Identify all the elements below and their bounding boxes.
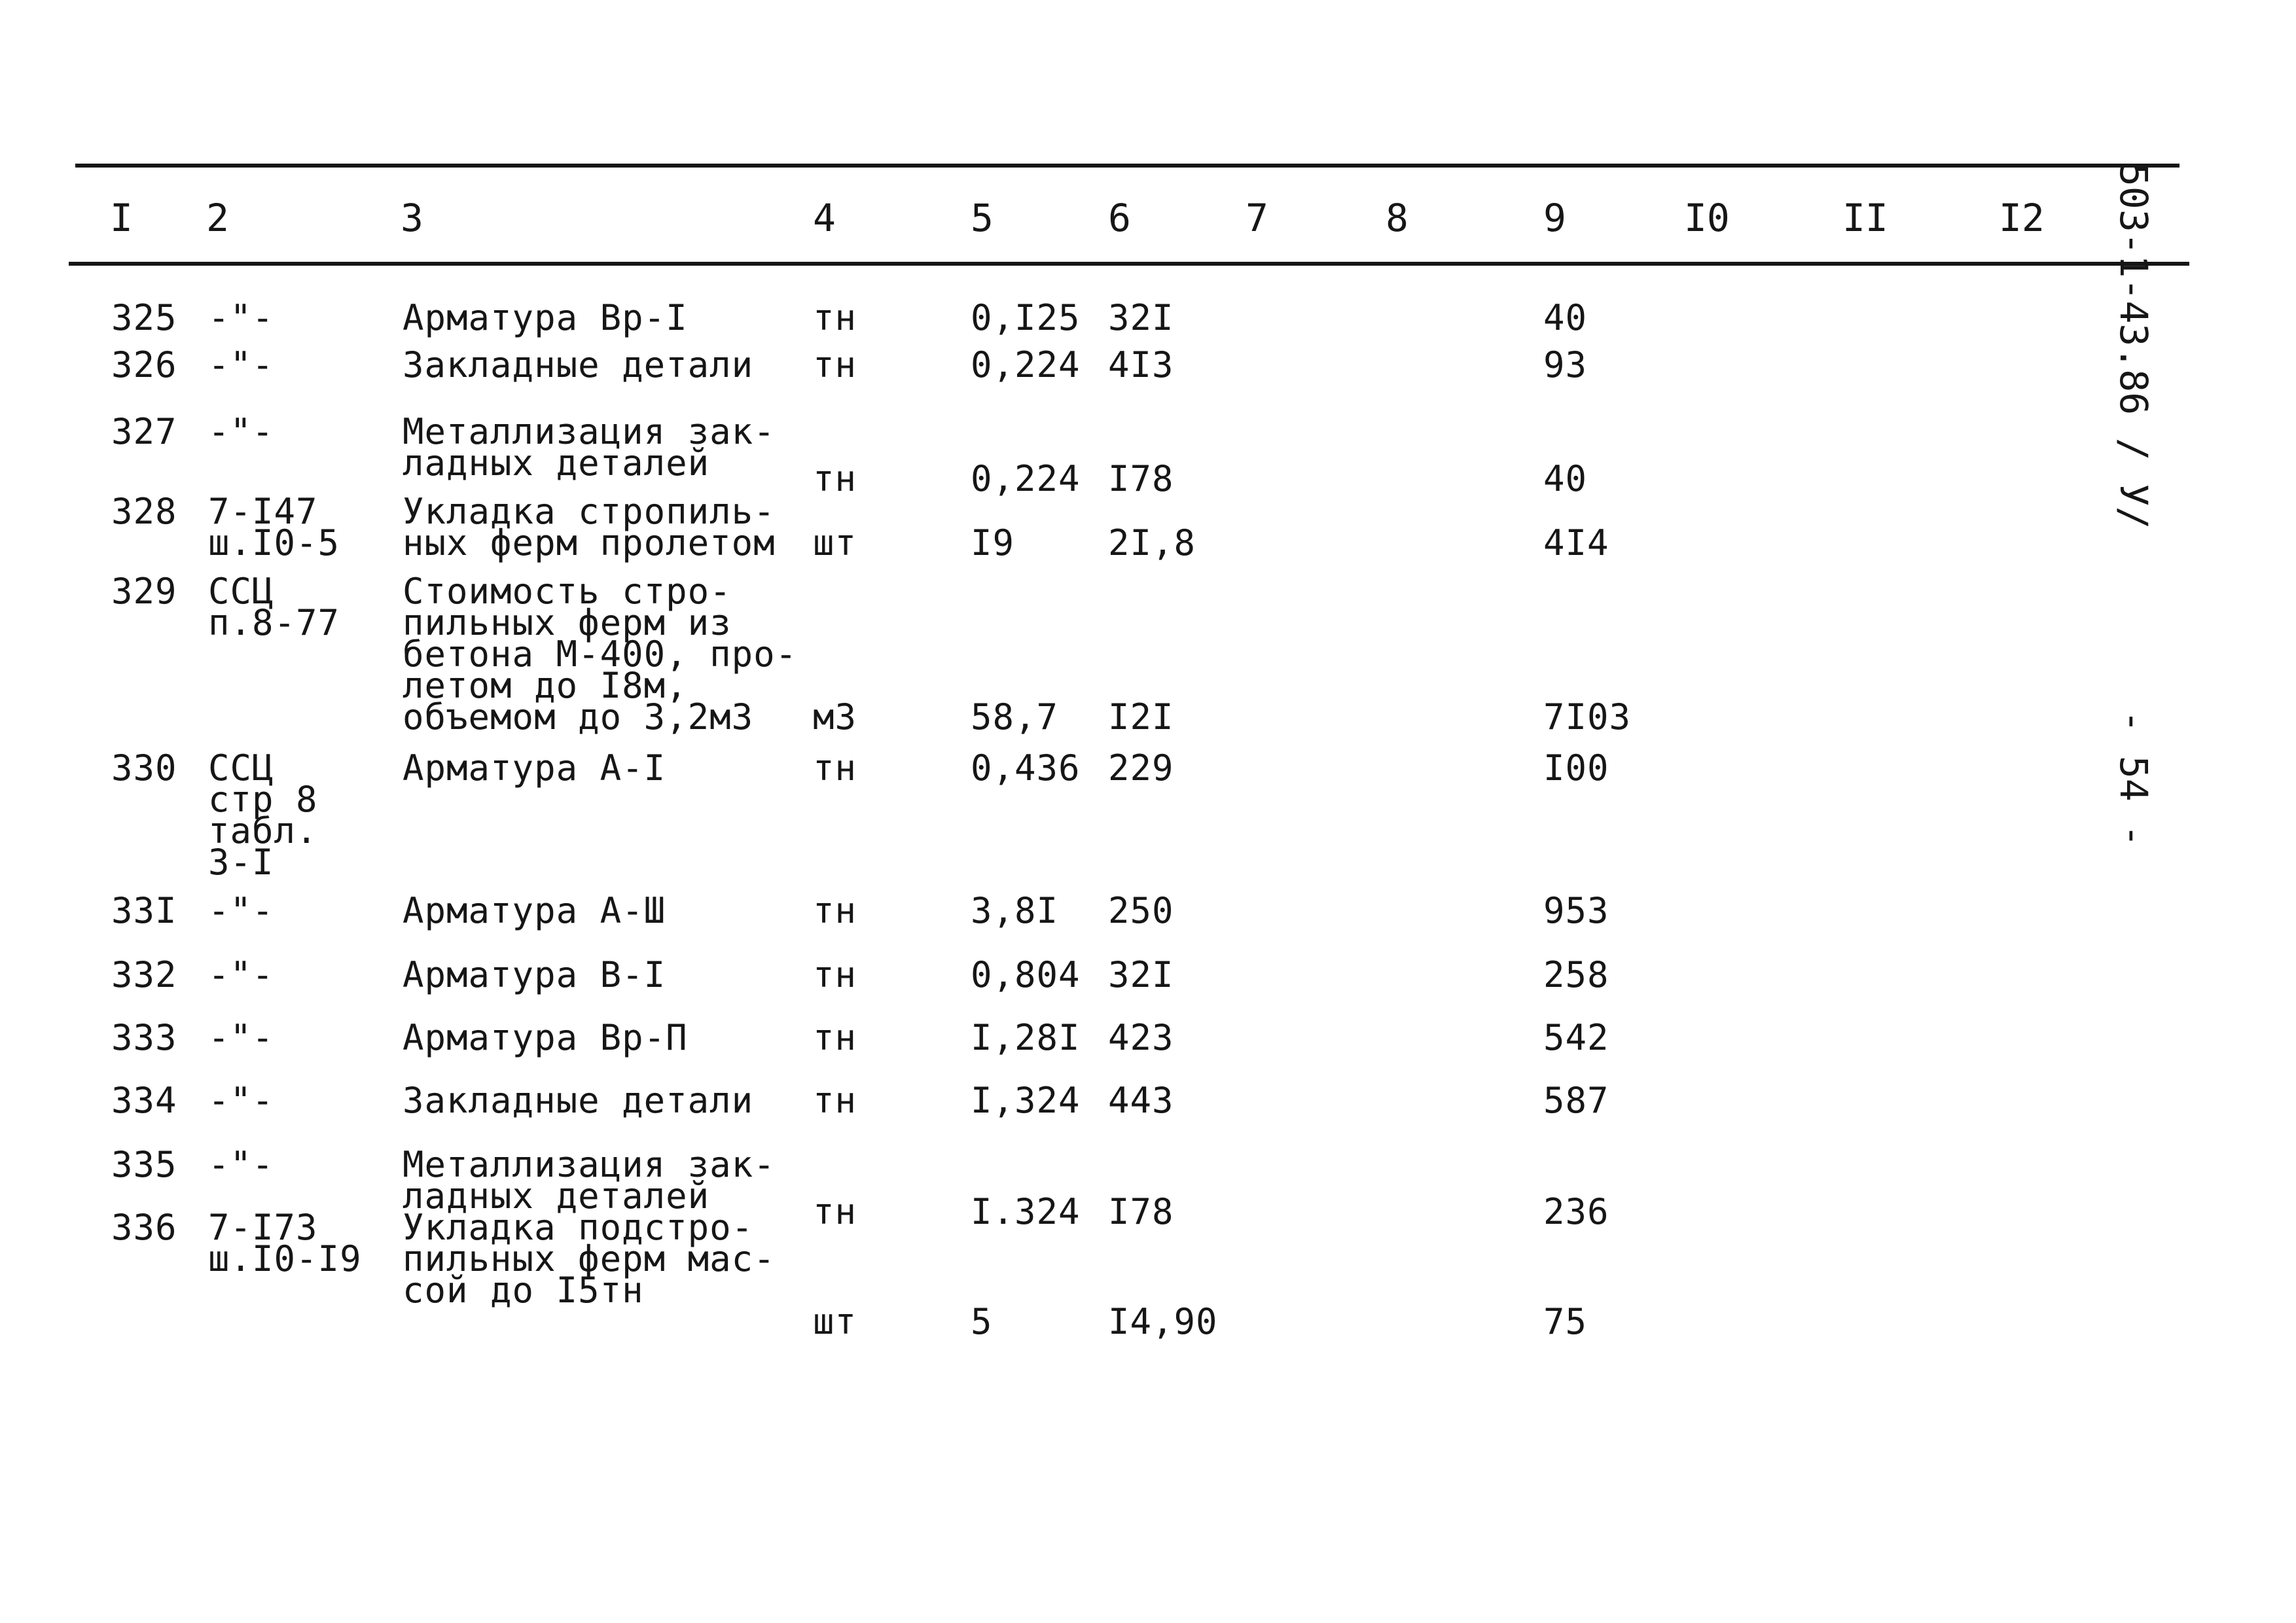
- row-description: Закладные детали: [403, 344, 754, 385]
- row-unit-price: 250: [1108, 890, 1174, 931]
- row-unit-price: 4I3: [1108, 344, 1174, 385]
- row-unit: тн: [813, 297, 857, 338]
- row-description: Арматура В-I: [403, 954, 666, 995]
- row-unit: тн: [813, 1191, 857, 1232]
- row-total: 40: [1543, 458, 1588, 499]
- row-unit: шт: [813, 1301, 857, 1342]
- row-description: Арматура А-I: [403, 747, 666, 789]
- row-description: Закладные детали: [403, 1080, 754, 1121]
- row-total: 40: [1543, 297, 1588, 338]
- row-unit-price: 32I: [1108, 954, 1174, 995]
- row-quantity: I.324: [971, 1191, 1081, 1232]
- row-quantity: 0,436: [971, 747, 1081, 789]
- row-reference: -"-: [208, 1017, 274, 1058]
- row-quantity: 0,I25: [971, 297, 1081, 338]
- row-description: Металлизация зак- ладных деталей: [403, 411, 776, 484]
- row-reference: -"-: [208, 954, 274, 995]
- row-quantity: I,28I: [971, 1017, 1081, 1058]
- col-header-7: 7: [1246, 196, 1268, 240]
- col-header-8: 8: [1386, 196, 1408, 240]
- row-quantity: I9: [971, 522, 1015, 563]
- row-total: 542: [1543, 1017, 1609, 1058]
- row-description: Металлизация зак- ладных деталей: [403, 1144, 776, 1217]
- row-number: 328: [111, 491, 177, 532]
- row-unit-price: 229: [1108, 747, 1174, 789]
- row-unit: тн: [813, 458, 857, 499]
- col-header-11: II: [1842, 196, 1888, 240]
- row-reference: -"-: [208, 411, 274, 452]
- row-unit: тн: [813, 1017, 857, 1058]
- row-description: Укладка стропиль- ных ферм пролетом: [403, 491, 776, 563]
- page-number: - 54 -: [2111, 710, 2156, 847]
- row-quantity: 5: [971, 1301, 993, 1342]
- row-total: 953: [1543, 890, 1609, 931]
- row-unit: тн: [813, 344, 857, 385]
- row-quantity: 0,224: [971, 458, 1081, 499]
- row-reference: 7-I47 ш.I0-5: [208, 491, 340, 563]
- row-unit: м3: [813, 696, 857, 738]
- row-unit-price: I78: [1108, 1191, 1174, 1232]
- row-description: Укладка подстро- пильных ферм мас- сой до I5тн: [403, 1207, 776, 1311]
- col-header-3: 3: [401, 196, 423, 240]
- row-unit-price: 32I: [1108, 297, 1174, 338]
- col-header-12: I2: [1999, 196, 2045, 240]
- row-quantity: 0,804: [971, 954, 1081, 995]
- row-description: Стоимость стро- пильных ферм из бетона М-400, про- летом до I8м, объемом до 3,2м3: [403, 571, 798, 738]
- row-number: 334: [111, 1080, 177, 1121]
- row-total: 75: [1543, 1301, 1588, 1342]
- row-unit: тн: [813, 890, 857, 931]
- row-total: 587: [1543, 1080, 1609, 1121]
- row-quantity: I,324: [971, 1080, 1081, 1121]
- row-total: I00: [1543, 747, 1609, 789]
- row-number: 330: [111, 747, 177, 789]
- row-unit-price: I2I: [1108, 696, 1174, 738]
- row-reference: ССЦ п.8-77: [208, 571, 340, 643]
- row-unit: тн: [813, 1080, 857, 1121]
- row-reference: -"-: [208, 1144, 274, 1185]
- row-total: 236: [1543, 1191, 1609, 1232]
- col-header-10: I0: [1684, 196, 1730, 240]
- row-number: 327: [111, 411, 177, 452]
- row-description: Арматура А-Ш: [403, 890, 666, 931]
- row-unit-price: I78: [1108, 458, 1174, 499]
- row-unit: тн: [813, 747, 857, 789]
- row-reference: -"-: [208, 297, 274, 338]
- col-header-2: 2: [206, 196, 229, 240]
- row-unit: тн: [813, 954, 857, 995]
- row-unit-price: 423: [1108, 1017, 1174, 1058]
- row-description: Арматура Вр-I: [403, 297, 688, 338]
- row-total: 258: [1543, 954, 1609, 995]
- row-total: 7I03: [1543, 696, 1632, 738]
- row-unit-price: I4,90: [1108, 1301, 1218, 1342]
- row-number: 33I: [111, 890, 177, 931]
- row-reference: ССЦ стр 8 табл. 3-I: [208, 747, 318, 883]
- row-total: 93: [1543, 344, 1588, 385]
- row-description: Арматура Вр-П: [403, 1017, 688, 1058]
- col-header-6: 6: [1108, 196, 1131, 240]
- row-reference: -"-: [208, 890, 274, 931]
- row-number: 333: [111, 1017, 177, 1058]
- col-header-5: 5: [971, 196, 994, 240]
- row-unit-price: 443: [1108, 1080, 1174, 1121]
- row-quantity: 0,224: [971, 344, 1081, 385]
- row-number: 332: [111, 954, 177, 995]
- col-header-9: 9: [1543, 196, 1566, 240]
- table-header-rule: [69, 262, 2189, 266]
- document-code: 503-1-43.86 / У/: [2111, 164, 2156, 529]
- column-header-row: [0, 195, 2296, 247]
- row-quantity: 3,8I: [971, 890, 1059, 931]
- row-unit-price: 2I,8: [1108, 522, 1196, 563]
- row-total: 4I4: [1543, 522, 1609, 563]
- col-header-1: I: [110, 196, 133, 240]
- row-number: 335: [111, 1144, 177, 1185]
- row-reference: -"-: [208, 344, 274, 385]
- row-reference: 7-I73 ш.I0-I9: [208, 1207, 362, 1279]
- table-top-rule: [75, 164, 2179, 168]
- row-unit: шт: [813, 522, 857, 563]
- col-header-4: 4: [813, 196, 836, 240]
- row-quantity: 58,7: [971, 696, 1059, 738]
- row-reference: -"-: [208, 1080, 274, 1121]
- row-number: 326: [111, 344, 177, 385]
- row-number: 329: [111, 571, 177, 612]
- row-number: 336: [111, 1207, 177, 1248]
- row-number: 325: [111, 297, 177, 338]
